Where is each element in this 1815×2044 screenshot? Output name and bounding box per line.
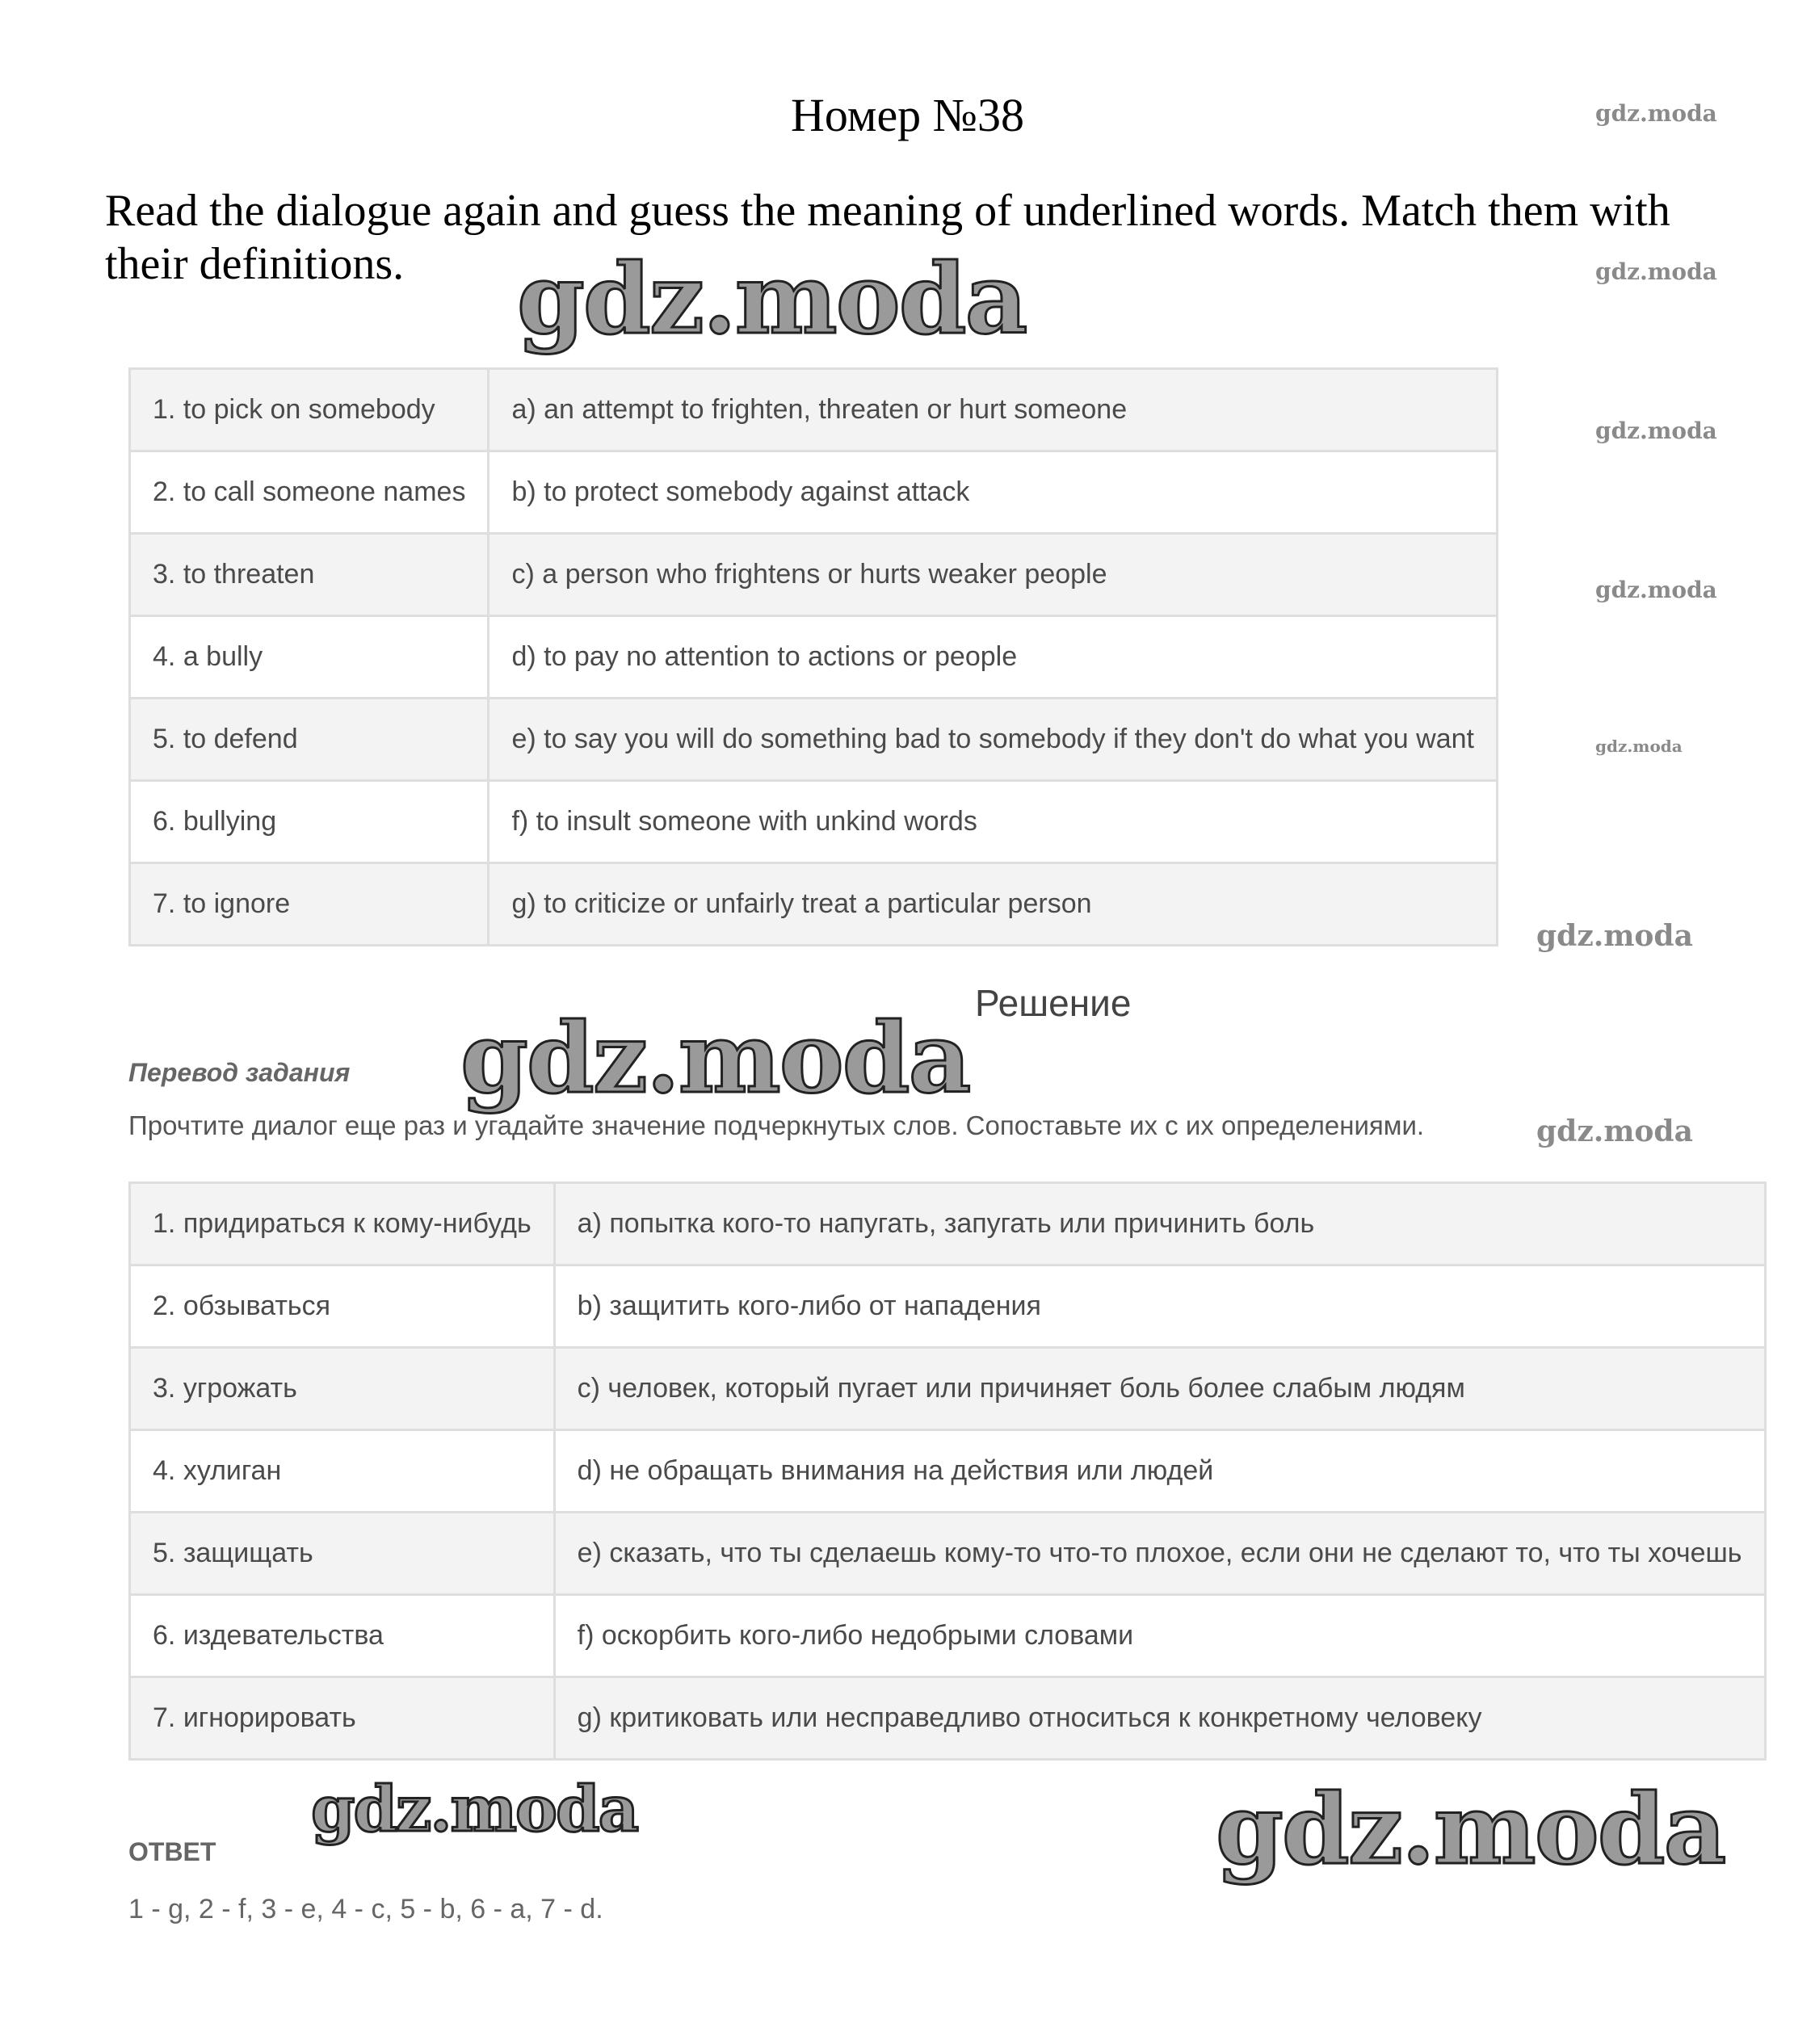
row-number: 1. (153, 394, 176, 425)
row-number: 3. (153, 1373, 176, 1404)
definition-cell: c) человек, который пугает или причиняет боль более слабым людям (554, 1348, 1765, 1430)
table-row (130, 1183, 1766, 1265)
answer-heading: ОТВЕТ (128, 1837, 216, 1866)
term-text: защищать (183, 1538, 313, 1568)
table-row (130, 1595, 1766, 1677)
translation-heading: Перевод задания (128, 1058, 351, 1087)
definition-cell: f) to insult someone with unkind words (489, 781, 1498, 863)
term-text: a bully (183, 641, 263, 672)
term-cell (130, 1348, 555, 1430)
table-row (130, 369, 1498, 451)
watermark-logo: gdz.moda (1595, 737, 1683, 756)
watermark-logo: gdz.moda (1595, 577, 1717, 603)
watermark-logo: gdz.moda (1536, 1114, 1693, 1148)
term-text: to defend (183, 724, 298, 754)
watermark-logo: gdz.moda (1595, 258, 1717, 285)
term-text: игнорировать (183, 1702, 356, 1733)
term-text: to call someone names (183, 476, 466, 507)
row-number: 1. (153, 1208, 176, 1239)
row-number: 7. (153, 1702, 176, 1733)
term-cell (130, 1430, 555, 1513)
definition-cell: f) оскорбить кого-либо недобрыми словами (554, 1595, 1765, 1677)
solution-label: Решение (975, 982, 1132, 1024)
row-number: 7. (153, 888, 176, 919)
table-row (130, 781, 1498, 863)
term-cell (130, 863, 489, 946)
row-number: 4. (153, 1455, 176, 1486)
term-text: угрожать (183, 1373, 297, 1404)
table-row (130, 616, 1498, 699)
term-cell (130, 534, 489, 616)
definition-cell: e) сказать, что ты сделаешь кому-то что-то плохое, если они не сделают то, что ты хочешь (554, 1513, 1765, 1595)
table-row (130, 1265, 1766, 1348)
term-text: to threaten (183, 559, 315, 590)
term-cell (130, 1595, 555, 1677)
definition-cell: b) защитить кого-либо от нападения (554, 1265, 1765, 1348)
russian-matching-table (128, 1181, 1767, 1761)
term-cell (130, 369, 489, 451)
table-row (130, 1348, 1766, 1430)
page-title: Номер №38 (790, 89, 1025, 141)
task-instruction: Read the dialogue again and guess the meaning of underlined words. Match them with their definitions. (105, 186, 1670, 289)
row-number: 2. (153, 1291, 176, 1321)
row-number: 4. (153, 641, 176, 672)
answer-text: 1 - g, 2 - f, 3 - e, 4 - c, 5 - b, 6 - a, 7 - d. (128, 1894, 603, 1924)
term-cell (130, 1677, 555, 1760)
watermark-logo: gdz.moda (1536, 919, 1693, 953)
watermark-logo: gdz.moda (1216, 1773, 1725, 1887)
table-row (130, 1430, 1766, 1513)
term-text: to pick on somebody (183, 394, 435, 425)
definition-cell: c) a person who frightens or hurts weaker people (489, 534, 1498, 616)
definition-cell: d) to pay no attention to actions or people (489, 616, 1498, 699)
definition-cell: b) to protect somebody against attack (489, 451, 1498, 534)
term-cell (130, 699, 489, 781)
term-cell (130, 451, 489, 534)
table-row (130, 1677, 1766, 1760)
watermark-logo: gdz.moda (517, 242, 1027, 356)
term-cell (130, 1265, 555, 1348)
row-number: 5. (153, 724, 176, 754)
row-number: 6. (153, 1620, 176, 1651)
term-cell (130, 781, 489, 863)
definition-cell: a) попытка кого-то напугать, запугать или причинить боль (554, 1183, 1765, 1265)
term-cell (130, 616, 489, 699)
term-text: обзываться (183, 1291, 331, 1321)
watermark-logo: gdz.moda (460, 1001, 970, 1115)
row-number: 6. (153, 806, 176, 837)
table-row (130, 699, 1498, 781)
table-row (130, 863, 1498, 946)
term-cell (130, 1183, 555, 1265)
english-matching-table (128, 367, 1498, 946)
term-text: bullying (183, 806, 277, 837)
watermark-logo: gdz.moda (311, 1773, 638, 1846)
term-text: хулиган (183, 1455, 282, 1486)
table-row (130, 451, 1498, 534)
watermark-logo: gdz.moda (1595, 418, 1717, 444)
definition-cell: e) to say you will do something bad to somebody if they don't do what you want (489, 699, 1498, 781)
term-cell (130, 1513, 555, 1595)
definition-cell: g) to criticize or unfairly treat a particular person (489, 863, 1498, 946)
table-row (130, 1513, 1766, 1595)
watermark-logo: gdz.moda (1595, 100, 1717, 127)
table-row (130, 534, 1498, 616)
definition-cell: g) критиковать или несправедливо относиться к конкретному человеку (554, 1677, 1765, 1760)
translation-text: Прочтите диалог еще раз и угадайте значение подчеркнутых слов. Сопоставьте их с их определениями. (128, 1110, 1425, 1140)
row-number: 5. (153, 1538, 176, 1568)
term-text: to ignore (183, 888, 291, 919)
definition-cell: d) не обращать внимания на действия или людей (554, 1430, 1765, 1513)
definition-cell: a) an attempt to frighten, threaten or hurt someone (489, 369, 1498, 451)
term-text: придираться к кому-нибудь (183, 1208, 531, 1239)
row-number: 3. (153, 559, 176, 590)
row-number: 2. (153, 476, 176, 507)
term-text: издевательства (183, 1620, 384, 1651)
